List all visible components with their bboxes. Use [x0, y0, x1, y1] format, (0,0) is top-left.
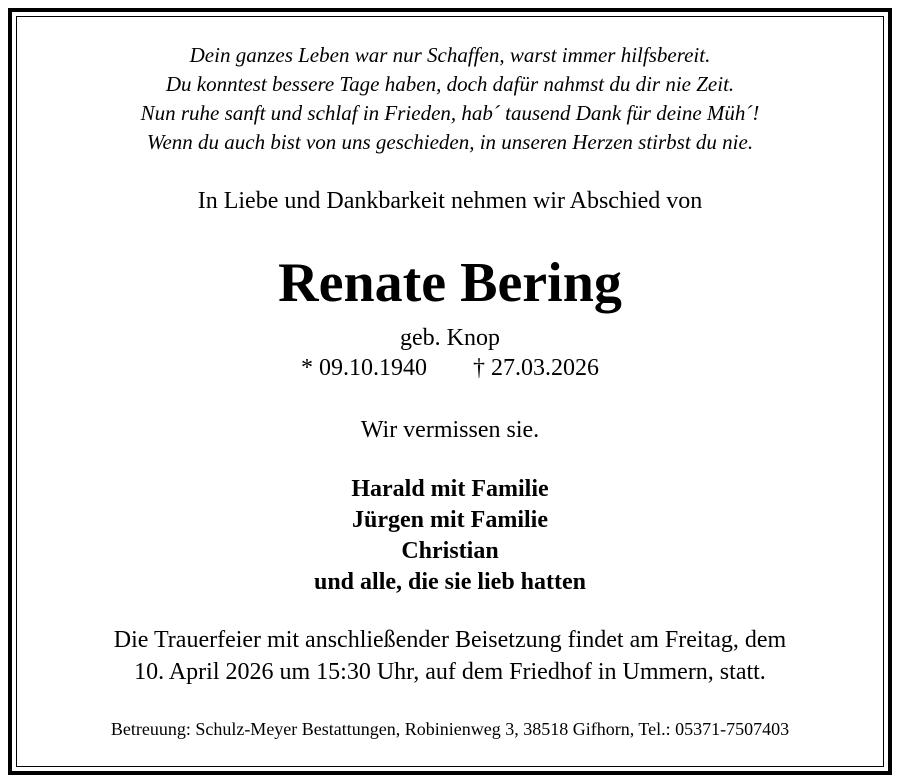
inner-border: [16, 16, 884, 767]
poem-line-2: Du konntest bessere Tage haben, doch dafür nahmst du dir nie Zeit.: [165, 72, 735, 96]
mourner-3: Christian: [401, 538, 499, 564]
ceremony-line-2: 10. April 2026 um 15:30 Uhr, auf dem Friedhof in Ummern, statt.: [134, 659, 766, 685]
poem-line-4: Wenn du auch bist von uns geschieden, in unseren Herzen stirbst du nie.: [146, 130, 754, 154]
deceased-name: Renate Bering: [278, 252, 622, 314]
poem-line-1: Dein ganzes Leben war nur Schaffen, warst immer hilfsbereit.: [189, 43, 711, 67]
miss-text: Wir vermissen sie.: [360, 417, 540, 443]
funeral-home-footer: Betreuung: Schulz-Meyer Bestattungen, Robinienweg 3, 38518 Gifhorn, Tel.: 05371-7507403: [110, 719, 790, 739]
death-date: † 27.03.2026: [473, 355, 599, 381]
ceremony-line-1: Die Trauerfeier mit anschließender Beisetzung findet am Freitag, dem: [113, 627, 787, 653]
intro-text: In Liebe und Dankbarkeit nehmen wir Abschied von: [197, 188, 703, 214]
birth-name: geb. Knop: [400, 325, 500, 351]
birth-date: * 09.10.1940: [301, 355, 427, 381]
mourner-4: und alle, die sie lieb hatten: [313, 569, 587, 595]
mourner-1: Harald mit Familie: [351, 476, 549, 502]
mourner-2: Jürgen mit Familie: [352, 507, 548, 533]
life-dates: [20, 355, 880, 382]
poem-line-3: Nun ruhe sanft und schlaf in Frieden, hab´ tausend Dank für deine Müh´!: [140, 101, 760, 125]
